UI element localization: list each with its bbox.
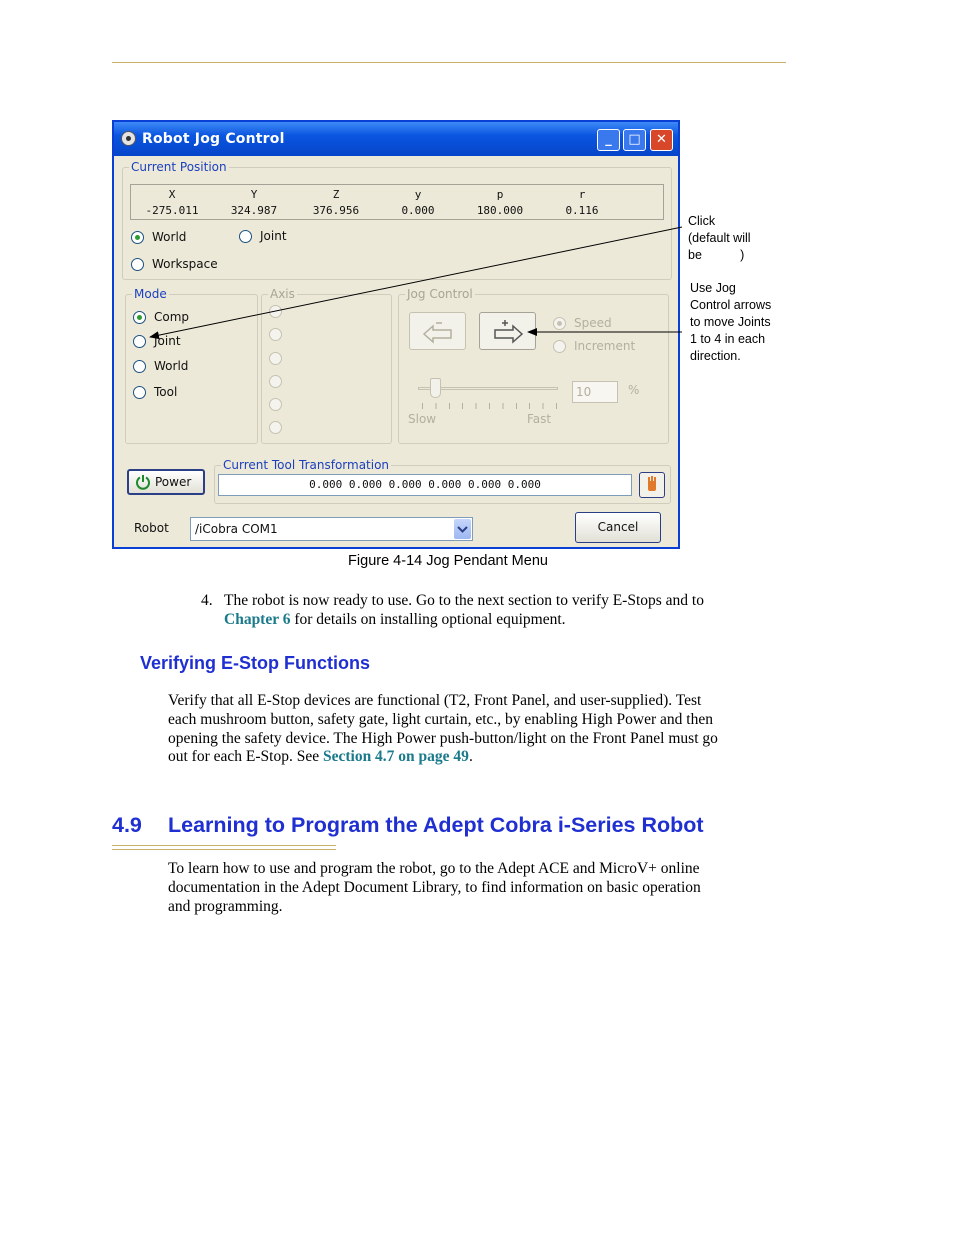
position-header-pitch: p: [496, 188, 504, 201]
position-value-roll: 0.116: [565, 204, 599, 217]
estop-line-2: each mushroom button, safety gate, light curtain, etc., by enabling High Power and then: [168, 711, 713, 728]
mode-legend: Mode: [134, 287, 167, 301]
position-value-yaw: 0.000: [401, 204, 435, 217]
section-title: Learning to Program the Adept Cobra i-Series Robot: [168, 813, 704, 837]
tool-transformation-field[interactable]: 0.000 0.000 0.000 0.000 0.000 0.000: [218, 474, 632, 496]
position-header-y: Y: [250, 188, 258, 201]
estop-line-4-end: .: [468, 748, 473, 765]
chapter-6-link[interactable]: Chapter 6: [224, 611, 291, 628]
power-label: Power: [155, 475, 192, 489]
position-header-roll: r: [578, 188, 586, 201]
jog-control-legend: Jog Control: [407, 287, 473, 301]
section-rule-2: [112, 849, 336, 850]
axis-legend: Axis: [270, 287, 295, 301]
mode-label-joint: Joint: [154, 334, 181, 348]
close-button[interactable]: ✕: [650, 129, 673, 151]
frame-label-workspace: Workspace: [152, 257, 218, 271]
mode-label-comp: Comp: [154, 310, 190, 324]
step-4-number: 4.: [201, 592, 213, 609]
tool-transformation-legend: Current Tool Transformation: [223, 458, 390, 472]
robot-label: Robot: [134, 521, 169, 535]
step-4-line-2: [224, 611, 566, 630]
click-callout-arrow: [150, 227, 682, 337]
estop-line-3: opening the safety device. The High Power push-button/light on the Front Panel must go: [168, 730, 718, 747]
frame-label-world: World: [152, 230, 187, 244]
current-position-legend: Current Position: [131, 160, 227, 174]
maximize-button[interactable]: □: [623, 129, 646, 151]
robot-selected-value: /iCobra COM1: [195, 522, 278, 536]
fast-label: Fast: [527, 412, 552, 426]
slow-label: Slow: [408, 412, 437, 426]
position-value-z: 376.956: [312, 204, 360, 217]
position-value-x: -275.011: [145, 204, 199, 217]
frame-label-joint: Joint: [260, 229, 287, 243]
window-title: Robot Jog Control: [142, 131, 285, 147]
section-line-1: To learn how to use and program the robot, go to the Adept ACE and MicroV+ online: [168, 860, 700, 877]
position-header-z: Z: [332, 188, 340, 201]
estop-heading: Verifying E-Stop Functions: [140, 653, 371, 673]
estop-line-4-text: out for each E-Stop. See: [168, 748, 323, 765]
speed-value: 10: [576, 385, 592, 399]
step-4-line-1: The robot is now ready to use. Go to the next section to verify E-Stops and to: [224, 592, 704, 609]
section-line-2: documentation in the Adept Document Library, to find information on basic operation: [168, 879, 701, 896]
cancel-button[interactable]: Cancel: [575, 512, 661, 543]
jog-callout: Use Jog Control arrows to move Joints 1 to 4 in each direction.: [690, 281, 772, 363]
section-heading: [112, 813, 704, 838]
figure-caption: Figure 4-14 Jog Pendant Menu: [348, 553, 548, 569]
section-line-3: and programming.: [168, 898, 283, 915]
estop-line-1: Verify that all E-Stop devices are functional (T2, Front Panel, and user-supplied). Test: [168, 692, 702, 709]
position-header-x: X: [168, 188, 176, 201]
section-rule-1: [112, 845, 336, 846]
section-4-7-link[interactable]: Section 4.7 on page 49: [322, 748, 469, 765]
step-4-line-2-text: for details on installing optional equipment.: [290, 611, 566, 628]
position-value-pitch: 180.000: [476, 204, 524, 217]
percent-label: %: [628, 383, 640, 397]
position-value-y: 324.987: [230, 204, 278, 217]
mode-label-tool: Tool: [154, 385, 178, 399]
mode-label-world: World: [154, 359, 189, 373]
minimize-button[interactable]: _: [597, 129, 620, 151]
estop-line-4: [168, 748, 473, 767]
increment-label: Increment: [574, 339, 636, 353]
position-header-yaw: y: [414, 188, 422, 201]
click-callout: Click (default will be ): [688, 214, 751, 262]
section-number: 4.9: [112, 813, 142, 837]
speed-label: Speed: [574, 316, 612, 330]
